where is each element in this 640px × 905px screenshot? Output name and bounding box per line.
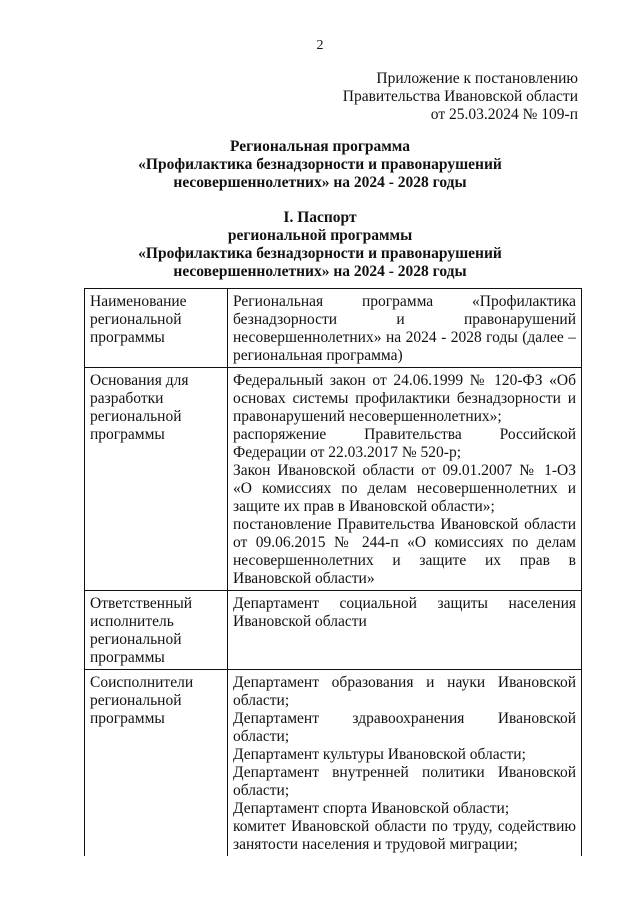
program-title [0, 138, 640, 192]
program-title-line: «Профилактика безнадзорности и правонарушений [138, 156, 502, 173]
content-item: распоряжение Правительства Российской Федерации от 22.03.2017 № 520-р; [233, 426, 576, 461]
row-content [228, 289, 582, 368]
content-item: Департамент культуры Ивановской области; [233, 746, 526, 763]
content-item: комитет Ивановской области по труду, содействию занятости населения и трудовой миграции; [233, 818, 576, 853]
passport-title-line: региональной программы [227, 227, 413, 244]
content-item: Департамент внутренней политики Ивановской области; [233, 764, 576, 799]
program-title-line: Региональная программа [230, 138, 410, 155]
content-item: Федеральный закон от 24.06.1999 № 120-ФЗ «Об основах системы профилактики безнадзорности и правонарушений несовершеннолетних»; [233, 372, 576, 425]
content-item: постановление Правительства Ивановской области от 09.06.2015 № 244-п «О комиссиях по делам несовершеннолетних и защите их прав в Ивановской области» [233, 516, 576, 587]
passport-title [0, 209, 640, 281]
passport-title-line: несовершеннолетних» на 2024 - 2028 годы [173, 263, 467, 280]
page-number: 2 [316, 38, 324, 53]
row-content [228, 368, 582, 591]
annex-block [343, 70, 578, 124]
table-row [85, 670, 582, 857]
content-item: Департамент образования и науки Ивановской области; [233, 674, 576, 709]
content-item: Департамент социальной защиты населения Ивановской области [233, 595, 576, 630]
table-row [85, 368, 582, 591]
passport-title-line: «Профилактика безнадзорности и правонарушений [138, 245, 502, 262]
passport-table [84, 288, 582, 856]
content-item: Региональная программа «Профилактика безнадзорности и правонарушений несовершеннолетних» на 2024 - 2028 годы (далее – региональная программа) [233, 293, 576, 364]
annex-line: от 25.03.2024 № 109-п [430, 106, 578, 123]
content-item: Департамент спорта Ивановской области; [233, 800, 510, 817]
row-content [228, 591, 582, 670]
row-label: Основания для разработки региональной программы [85, 368, 228, 591]
annex-line: Приложение к постановлению [376, 70, 578, 87]
row-label: Ответственный исполнитель региональной программы [85, 591, 228, 670]
row-label: Наименование региональной программы [85, 289, 228, 368]
row-content [228, 670, 582, 857]
table-row [85, 591, 582, 670]
passport-title-line: I. Паспорт [283, 209, 357, 226]
content-item: Департамент здравоохранения Ивановской области; [233, 710, 576, 745]
table-row [85, 289, 582, 368]
row-label: Соисполнители региональной программы [85, 670, 228, 857]
content-item: Закон Ивановской области от 09.01.2007 № 1-ОЗ «О комиссиях по делам несовершеннолетних и защите их прав в Ивановской области»; [233, 462, 576, 515]
annex-line: Правительства Ивановской области [342, 88, 578, 105]
program-title-line: несовершеннолетних» на 2024 - 2028 годы [173, 174, 467, 191]
